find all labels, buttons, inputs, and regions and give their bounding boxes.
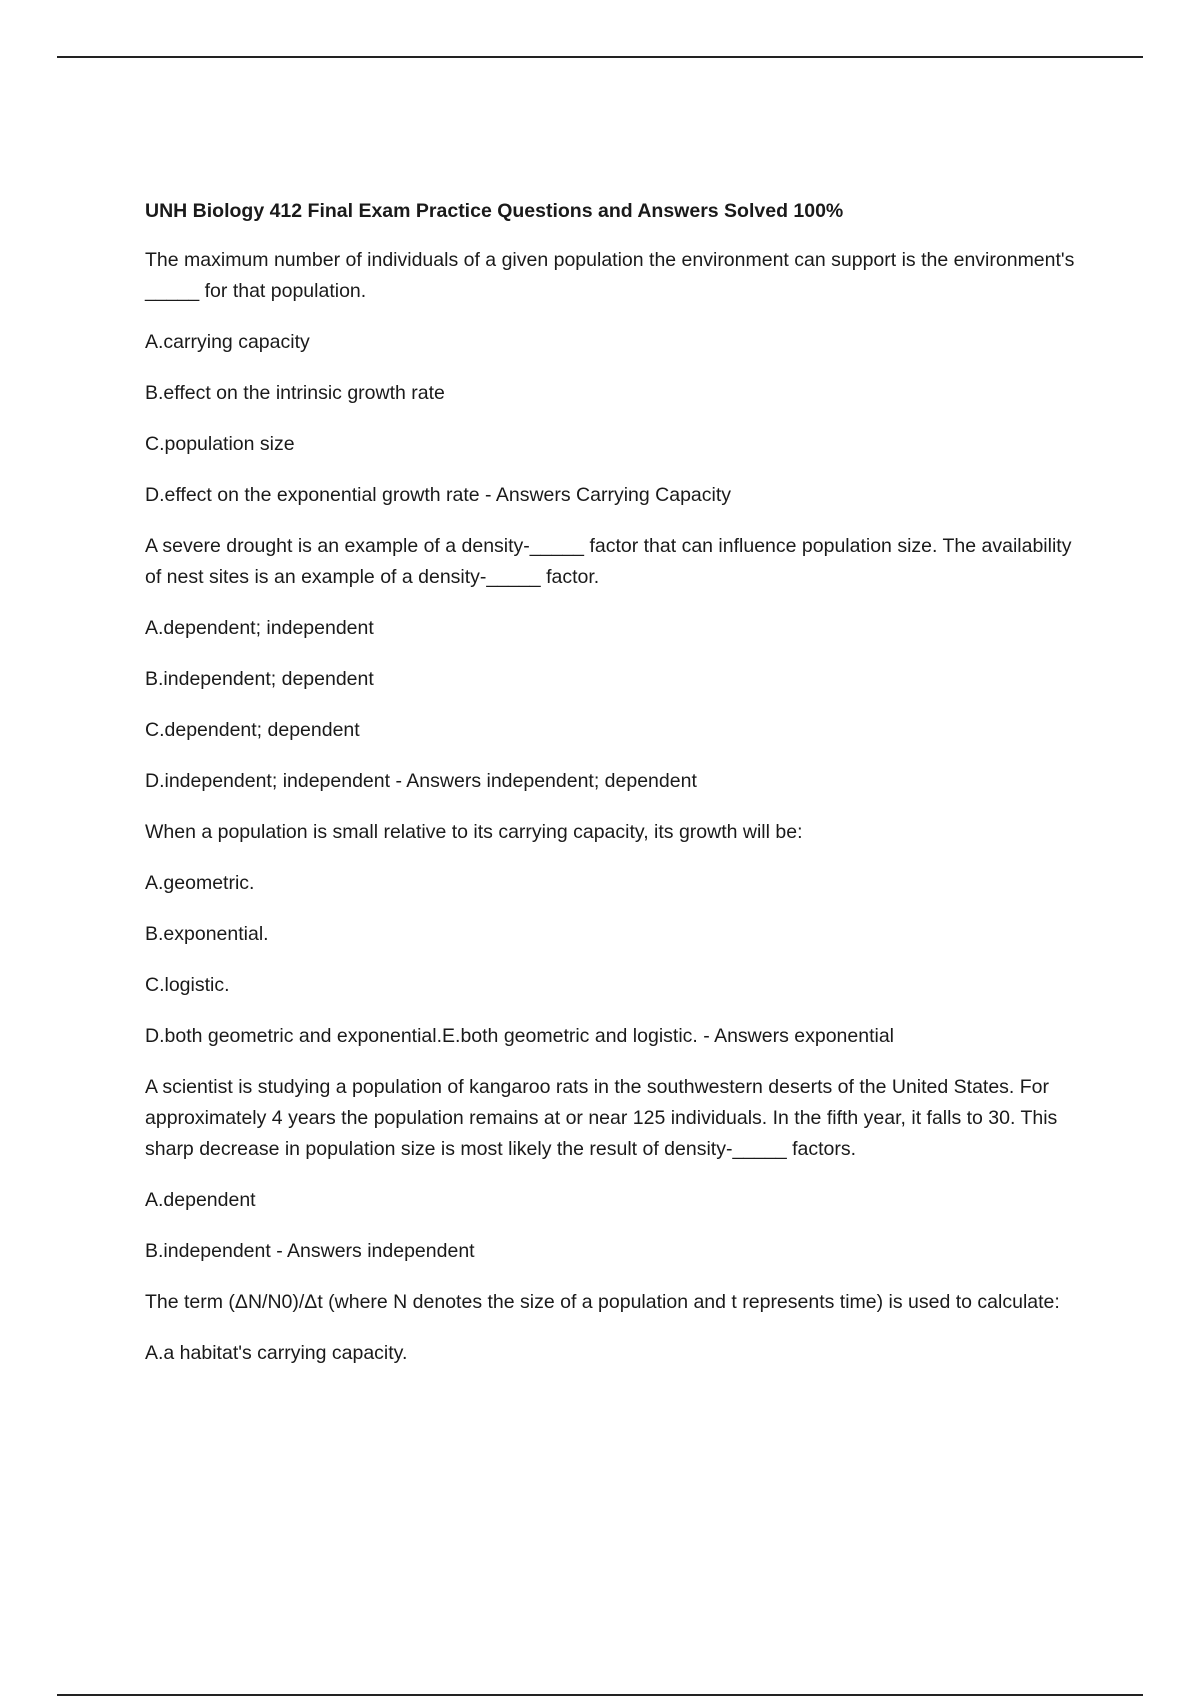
question-5-text: The term (ΔN/N0)/Δt (where N denotes the size of a population and t represents time) is used to calculate: — [145, 1291, 1060, 1313]
footer-rule — [57, 1694, 1143, 1696]
question-4-option-b-answer: B.independent - Answers independent — [145, 1240, 475, 1262]
document-title: UNH Biology 412 Final Exam Practice Questions and Answers Solved 100% — [145, 200, 844, 222]
document-body — [145, 196, 1075, 1389]
question-2-option-b: B.independent; dependent — [145, 668, 374, 690]
question-3-option-a: A.geometric. — [145, 872, 255, 894]
question-3-option-b: B.exponential. — [145, 923, 269, 945]
question-4-option-a: A.dependent — [145, 1189, 256, 1211]
question-3-option-c: C.logistic. — [145, 974, 230, 996]
question-1-text: The maximum number of individuals of a given population the environment can support is the environment's _____ for that population. — [145, 249, 1075, 302]
question-1-option-c: C.population size — [145, 433, 295, 455]
question-1-option-b: B.effect on the intrinsic growth rate — [145, 382, 445, 404]
question-2-option-d-answer: D.independent; independent - Answers independent; dependent — [145, 770, 697, 792]
question-2-option-c: C.dependent; dependent — [145, 719, 360, 741]
question-4-text: A scientist is studying a population of kangaroo rats in the southwestern deserts of the United States. For approximately 4 years the population remains at or near 125 individuals. In the fifth year, it falls to 30. This sharp decrease in population size is most likely the result of density-_____ factors. — [145, 1076, 1058, 1160]
question-3-option-d-answer: D.both geometric and exponential.E.both geometric and logistic. - Answers exponential — [145, 1025, 895, 1047]
question-2-option-a: A.dependent; independent — [145, 617, 374, 639]
header-rule — [57, 56, 1143, 58]
question-1-option-a: A.carrying capacity — [145, 331, 310, 353]
question-2-text: A severe drought is an example of a density-_____ factor that can influence population size. The availability of nest sites is an example of a density-_____ factor. — [145, 535, 1072, 588]
question-1-option-d-answer: D.effect on the exponential growth rate - Answers Carrying Capacity — [145, 484, 732, 506]
question-5-option-a: A.a habitat's carrying capacity. — [145, 1342, 408, 1364]
question-3-text: When a population is small relative to its carrying capacity, its growth will be: — [145, 821, 803, 843]
